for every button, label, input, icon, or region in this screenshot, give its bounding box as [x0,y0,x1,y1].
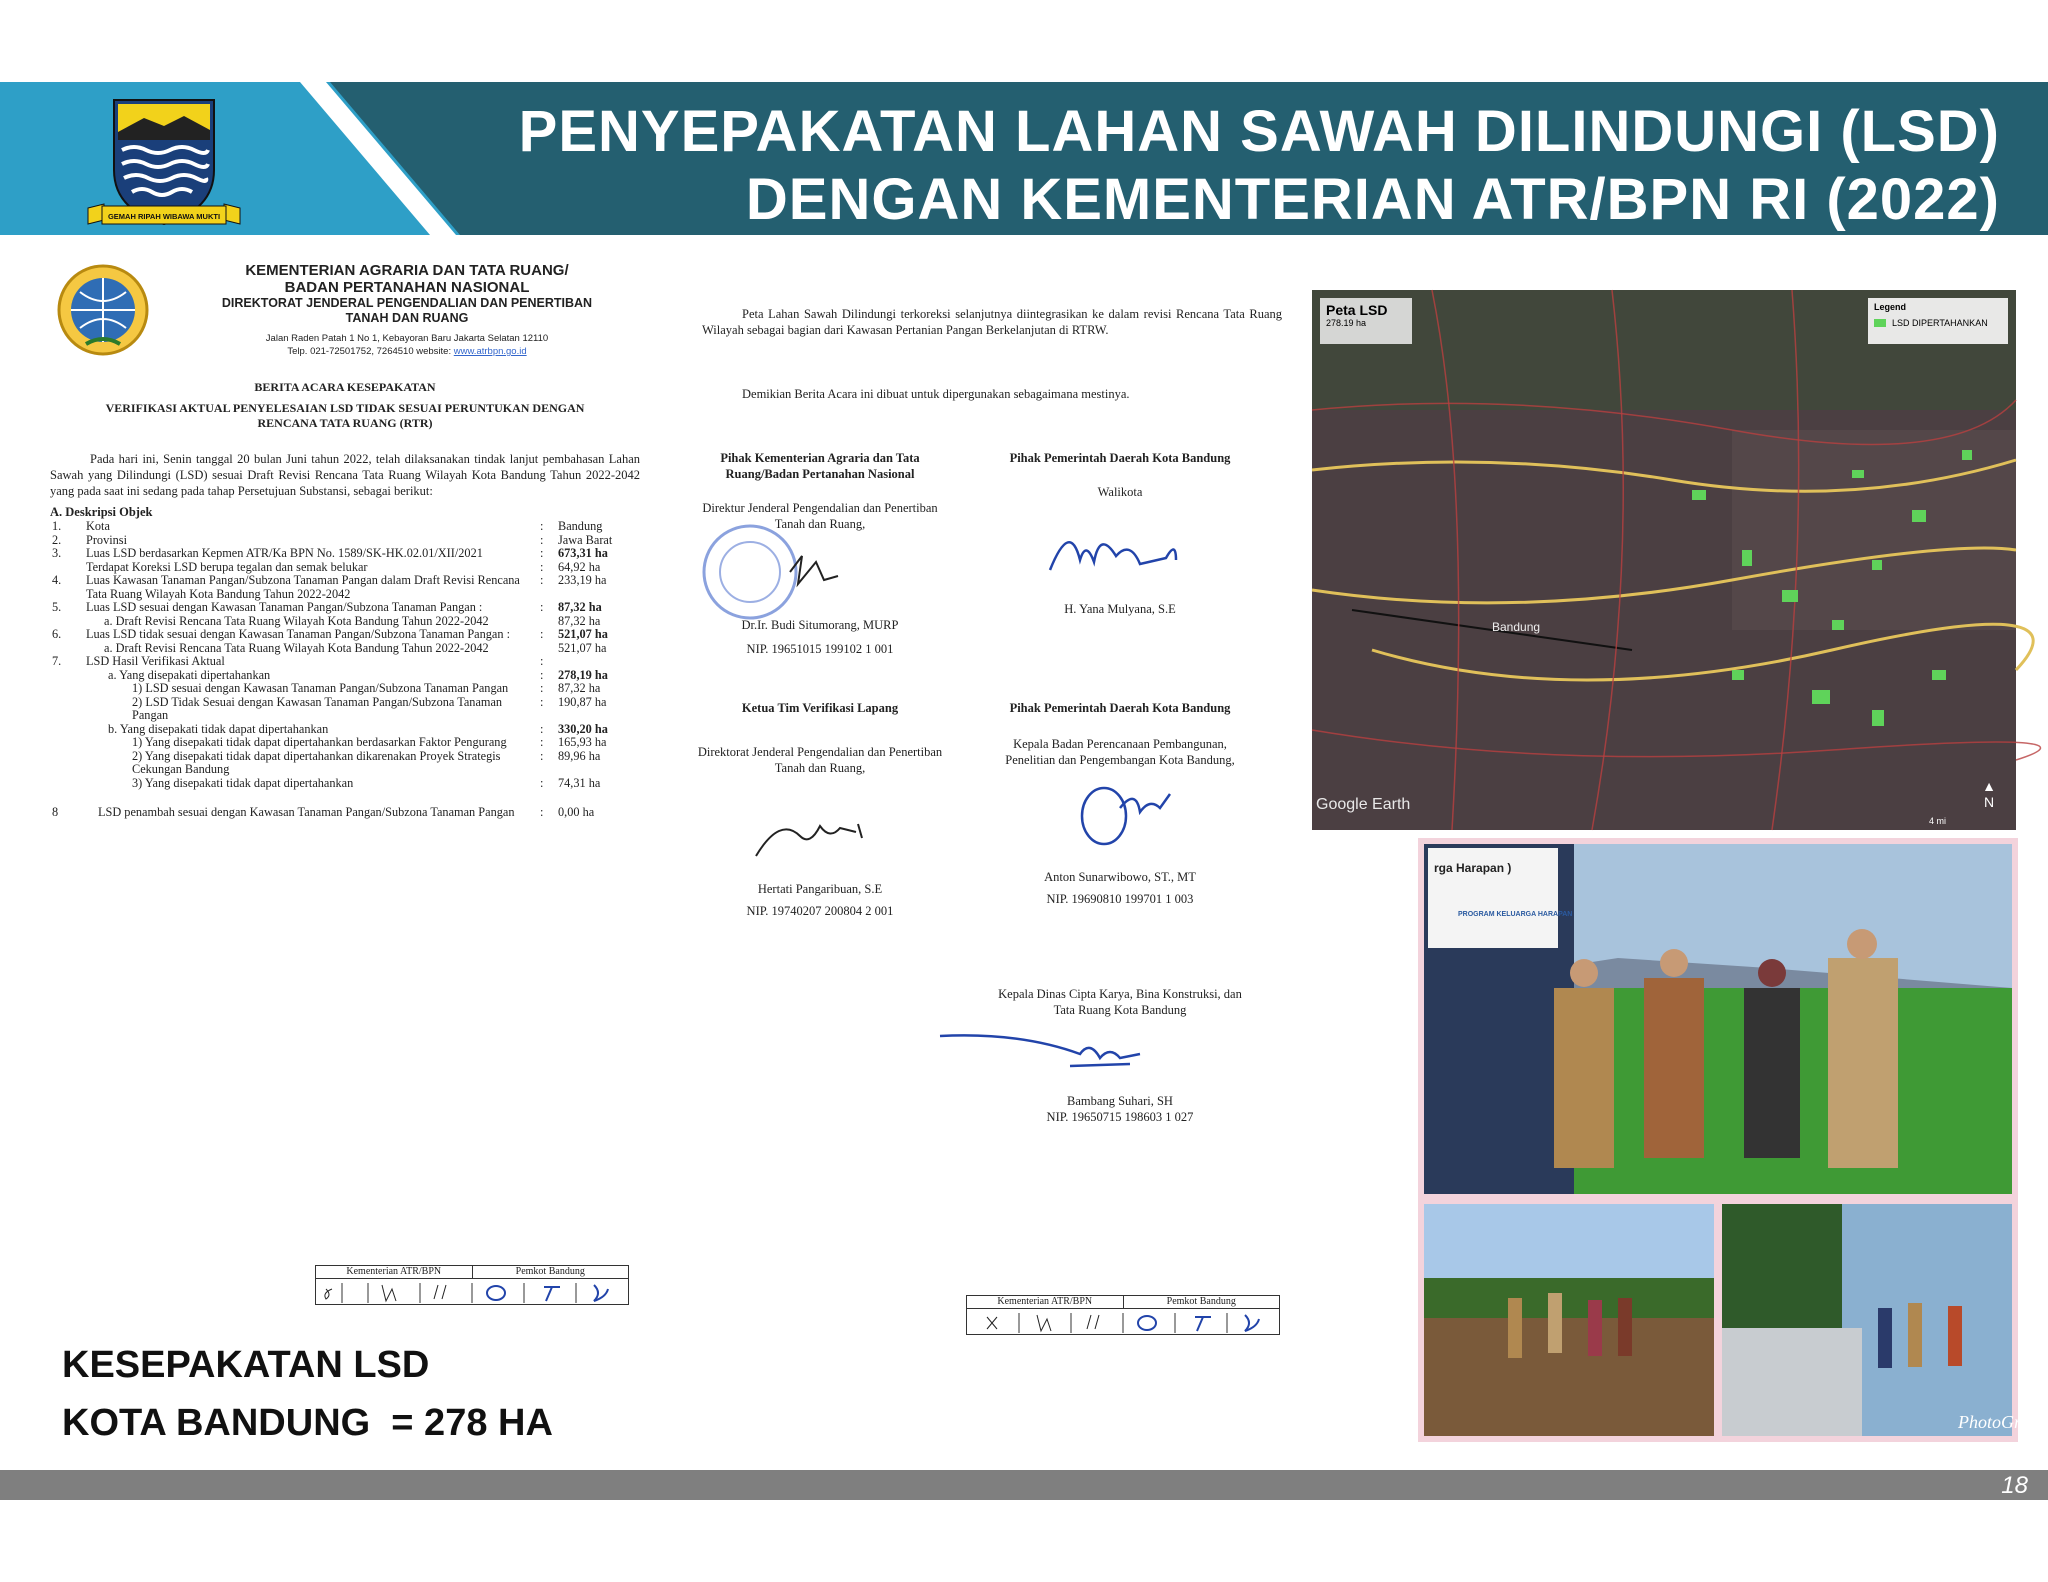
letterhead-contact [174,345,640,358]
summary-line2: KOTA BANDUNG = 278 HA [62,1402,553,1444]
north-label: N [1984,794,1995,810]
lsd-summary [62,1336,553,1452]
signature-name: Dr.Ir. Budi Situmorang, MURP [741,618,899,632]
table-row: 3. Luas LSD berdasarkan Kepmen ATR/Ka BPN No. 1589/SK-HK.02.01/XII/2021 : 673,31 ha [52,546,608,560]
table-row: 4. Luas Kawasan Tanaman Pangan/Subzona Tanaman Pangan dalam Draft Revisi Rencana Tata Ruang Wilayah Kota Bandung Tahun 2022-2042 : 233,19 ha [52,573,607,601]
photogrid-watermark: PhotoGrid [1958,1412,2036,1432]
table-row: Terdapat Koreksi LSD berupa tegalan dan semak belukar : 64,92 ha [86,559,601,574]
signature-block-walikota [990,450,1250,617]
north-arrow-icon: ▲ N [1982,778,1996,810]
table-row: a. Draft Revisi Rencana Tata Ruang Wilayah Kota Bandung Tahun 2022-2042 521,07 ha [104,640,607,655]
letterhead-line2: BADAN PERTANAHAN NASIONAL [284,279,530,296]
ketua-tim-signature [690,776,950,876]
doc-subtitle-line1: VERIFIKASI AKTUAL PENYELESAIAN LSD TIDAK SESUAI PERUNTUKAN DENGAN [105,401,585,415]
doc2-paragraph-2: Demikian Berita Acara ini dibuat untuk dipergunakan sebagaimana mestinya. [742,387,1130,401]
description-table [50,520,640,820]
paraf-signatures [316,1279,628,1305]
letterhead-website-link[interactable]: www.atrbpn.go.id [453,346,527,357]
section-heading: A. Deskripsi Objek [50,505,153,519]
paraf-signatures [967,1309,1279,1335]
legend-swatch [1874,319,1886,327]
signature-head: Pihak Kementerian Agraria dan Tata Ruang/Badan Pertanahan Nasional [720,451,920,481]
map-title-box [1320,298,1412,344]
berita-acara-page-1 [50,262,640,1312]
footer-bar [0,1470,2048,1500]
table-row: 2) Yang disepakati tidak dapat dipertahankan dikarenakan Proyek Strategis Cekungan Bandung : 89,96 ha [132,748,601,776]
signature-role: Direktorat Jenderal Pengendalian dan Penertiban Tanah dan Ruang, [697,745,943,775]
map-scale: 4 mi [1928,816,1946,826]
signature-name: Bambang Suhari, SH [1067,1094,1173,1108]
signature-block-kementerian [690,450,950,657]
legend-title: Legend [1874,302,1907,312]
logo-motto: GEMAH RIPAH WIBAWA MUKTI [107,212,221,221]
signature-block-ketua-tim [690,700,950,919]
photo-sign-text: rga Harapan ) [1434,861,1512,875]
page-title-line2: DENGAN KEMENTERIAN ATR/BPN RI (2022) [745,167,2000,232]
signature-nip: NIP. 19650715 198603 1 027 [1046,1110,1194,1124]
letterhead [50,262,640,358]
paraf-head-atr: Kementerian ATR/BPN [967,1296,1124,1308]
page-title-line1: PENYEPAKATAN LAHAN SAWAH DILINDUNGI (LSD) [518,99,2000,164]
walikota-signature [990,500,1250,596]
field-photo-collage [1418,838,2036,1442]
berita-acara-page-2 [690,290,1290,1340]
table-row: a. Yang disepakati dipertahankan : 278,19 ha [108,667,608,682]
bandung-city-logo [84,92,244,234]
atr-bpn-emblem-icon [50,262,156,358]
map-watermark: Google Earth [1316,796,1411,813]
doc-subtitle-line2: RENCANA TATA RUANG (RTR) [257,416,433,430]
map-title: Peta LSD [1326,302,1388,318]
page-title [519,98,2000,234]
table-row: 6. Luas LSD tidak sesuai dengan Kawasan Tanaman Pangan/Subzona Tanaman Pangan : : 521,07 ha [52,627,608,641]
table-row: 2) LSD Tidak Sesuai dengan Kawasan Tanaman Pangan/Subzona Tanaman Pangan : 190,87 ha [132,694,607,722]
stamp-and-signature [690,532,950,612]
paraf-table [966,1295,1280,1335]
paraf-head-atr: Kementerian ATR/BPN [316,1266,473,1278]
page-number: 18 [2001,1472,2028,1499]
bappelitbang-signature [990,768,1250,864]
doc-title: BERITA ACARA KESEPAKATAN [254,380,436,394]
letterhead-line1: KEMENTERIAN AGRARIA DAN TATA RUANG/ [245,262,569,279]
table-row: 1) Yang disepakati tidak dapat dipertahankan berdasarkan Faktor Pengurang : 165,93 ha [132,735,607,749]
signature-nip: NIP. 19740207 200804 2 001 [746,904,894,918]
signature-nip: NIP. 19651015 199102 1 001 [746,642,894,656]
letterhead-text [174,262,640,358]
map-terrain [1312,290,2016,830]
signature-name: Hertati Pangaribuan, S.E [757,882,883,896]
paraf-head-pemkot: Pemkot Bandung [1166,1296,1236,1307]
paraf-table [315,1265,629,1305]
photo-sign-program: PROGRAM KELUARGA HARAPAN [1458,911,1573,918]
signature-name: H. Yana Mulyana, S.E [1064,602,1176,616]
field-photos [1418,838,2036,1442]
doc-intro-paragraph: Pada hari ini, Senin tanggal 20 bulan Juni tahun 2022, telah dilaksanakan tindak lanjut pembahasan Lahan Sawah yang Dilindungi (LSD) sesuai Draft Revisi Rencana Tata Ruang Wilayah Kota Bandung Tahun 2022-2042 yang pada saat ini sedang pada tahap Persetujuan Substansi, sebagai berikut: [50,452,640,498]
signature-role: Kepala Dinas Cipta Karya, Bina Konstruksi, dan Tata Ruang Kota Bandung [998,987,1242,1017]
letterhead-address: Jalan Raden Patah 1 No 1, Kebayoran Baru Jakarta Selatan 12110 [265,333,549,344]
letterhead-line3: DIREKTORAT JENDERAL PENGENDALIAN DAN PENERTIBAN [221,296,593,310]
letterhead-line4: TANAH DAN RUANG [345,311,469,325]
table-row: 5. Luas LSD sesuai dengan Kawasan Tanaman Pangan/Subzona Tanaman Pangan : : 87,32 ha [52,600,602,614]
table-row: b. Yang disepakati tidak dapat dipertahankan : 330,20 ha [108,721,608,736]
lsd-satellite-map[interactable] [1312,290,2016,830]
dinas-signature [930,1018,1250,1088]
table-row: 3) Yang disepakati tidak dapat dipertahankan : 74,31 ha [132,775,601,790]
signature-role: Kepala Badan Perencanaan Pembangunan, Penelitian dan Pengembangan Kota Bandung, [1005,737,1235,767]
signature-name: Anton Sunarwibowo, ST., MT [1044,870,1196,884]
map-area: 278.19 ha [1326,318,1367,328]
table-row: a. Draft Revisi Rencana Tata Ruang Wilayah Kota Bandung Tahun 2022-2042 87,32 ha [104,613,601,628]
map-label-bandung: Bandung [1492,620,1541,634]
signature-block-bappelitbang [990,700,1250,907]
signature-head: Ketua Tim Verifikasi Lapang [741,701,899,715]
paraf-head-pemkot: Pemkot Bandung [515,1266,585,1277]
map-legend [1868,298,2008,344]
table-row: 8 LSD penambah sesuai dengan Kawasan Tanaman Pangan/Subzona Tanaman Pangan : 0,00 ha [52,805,595,819]
signature-head: Pihak Pemerintah Daerah Kota Bandung [1009,451,1231,465]
table-row: 2. Provinsi : Jawa Barat [52,532,613,547]
letterhead-phone: Telp. 021-72501752, 7264510 website: [287,346,452,357]
table-row: 7. LSD Hasil Verifikasi Aktual : [52,654,544,668]
signature-block-dinas-cipta-karya [990,986,1250,1125]
signature-role: Direktur Jenderal Pengendalian dan Penertiban Tanah dan Ruang, [702,501,938,531]
table-row: 1) LSD sesuai dengan Kawasan Tanaman Pangan/Subzona Tanaman Pangan : 87,32 ha [132,681,601,695]
signature-role: Walikota [1097,485,1143,499]
table-row: 1. Kota : Bandung [52,519,603,533]
doc2-paragraph-1: Peta Lahan Sawah Dilindungi terkoreksi selanjutnya diintegrasikan ke dalam revisi Rencana Tata Ruang Wilayah sebagai bagian dari Kawasan Pertanian Pangan Berkelanjutan di RTRW. [702,307,1282,337]
legend-item: LSD DIPERTAHANKAN [1892,318,1988,328]
signature-head: Pihak Pemerintah Daerah Kota Bandung [1009,701,1231,715]
signature-nip: NIP. 19690810 199701 1 003 [1046,892,1194,906]
summary-line1: KESEPAKATAN LSD [62,1344,430,1386]
